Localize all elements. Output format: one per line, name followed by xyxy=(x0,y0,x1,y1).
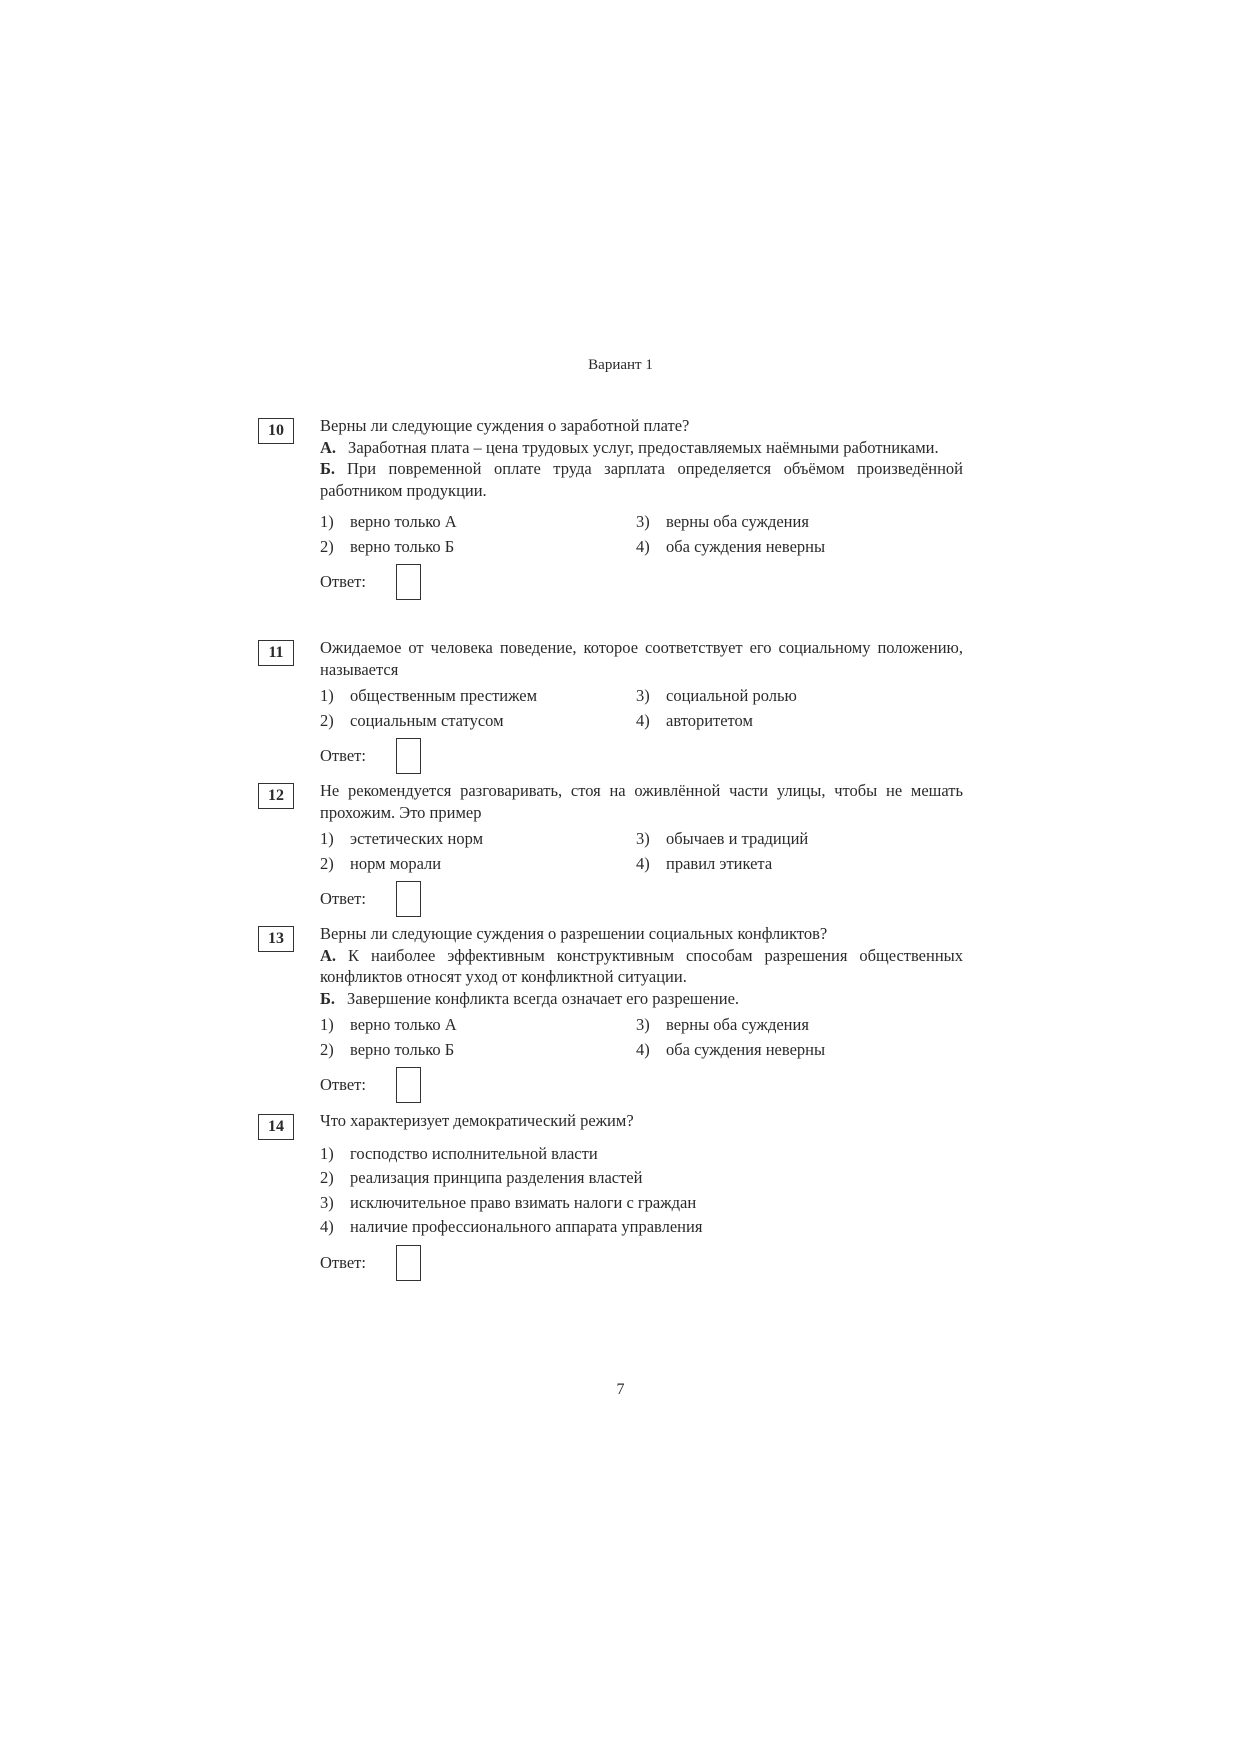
question-text: Что характеризует демократический режим? xyxy=(320,1111,634,1130)
options-list xyxy=(320,1014,963,1060)
option-number: 3) xyxy=(320,1192,334,1212)
option-text: исключительное право взимать налоги с граждан xyxy=(350,1192,697,1212)
option-number: 2) xyxy=(320,710,334,730)
option-1 xyxy=(320,511,636,533)
claim-label: Б. xyxy=(320,988,336,1008)
option-text: верны оба суждения xyxy=(666,1015,809,1034)
answer-box[interactable] xyxy=(396,1067,421,1103)
question-text: Ожидаемое от человека поведение, которое соответствует его социальному положению, называется xyxy=(320,638,963,679)
option-text: социальным статусом xyxy=(350,710,504,730)
option-text: господство исполнительной власти xyxy=(350,1143,598,1163)
page-header: Вариант 1 xyxy=(588,357,653,373)
option-number: 2) xyxy=(320,853,334,873)
answer-row xyxy=(320,1245,963,1281)
options-list xyxy=(320,685,963,731)
option-text: верны оба суждения xyxy=(666,512,809,531)
options-list xyxy=(320,828,963,874)
task-number: 12 xyxy=(258,783,294,809)
option-number: 3) xyxy=(636,1015,650,1034)
claim-label: А. xyxy=(320,945,337,965)
answer-row xyxy=(320,738,963,774)
option-number: 1) xyxy=(320,1015,334,1034)
option-text: общественным престижем xyxy=(350,686,538,705)
option-number: 4) xyxy=(636,853,650,873)
option-text: верно только Б xyxy=(350,1039,455,1059)
option-3 xyxy=(636,511,952,533)
option-number: 1) xyxy=(320,1143,334,1163)
task-number: 13 xyxy=(258,926,294,952)
option-number: 2) xyxy=(320,1039,334,1059)
option-1 xyxy=(320,828,636,850)
option-number: 4) xyxy=(636,1039,650,1059)
option-text: верно только Б xyxy=(350,536,455,556)
claim-label: Б. xyxy=(320,459,336,478)
option-4 xyxy=(320,1216,960,1238)
claim-text: При повременной оплате труда зарплата определяется объёмом произведённой работником продукции. xyxy=(320,459,963,500)
option-number: 3) xyxy=(636,686,650,705)
task-number: 11 xyxy=(258,640,294,666)
options-list xyxy=(320,511,963,557)
answer-box[interactable] xyxy=(396,881,421,917)
answer-label: Ответ: xyxy=(320,572,366,592)
option-text: оба суждения неверны xyxy=(666,536,826,556)
option-number: 1) xyxy=(320,829,334,848)
option-text: оба суждения неверны xyxy=(666,1039,826,1059)
option-text: верно только А xyxy=(350,1015,457,1034)
answer-box[interactable] xyxy=(396,738,421,774)
option-2 xyxy=(320,1167,960,1189)
question-text: Верны ли следующие суждения о заработной плате? xyxy=(320,416,690,435)
option-text: социальной ролью xyxy=(666,686,797,705)
options-list xyxy=(320,1143,963,1238)
option-4 xyxy=(636,710,952,732)
option-number: 2) xyxy=(320,536,334,556)
option-text: правил этикета xyxy=(666,853,773,873)
answer-row xyxy=(320,1067,963,1103)
option-2 xyxy=(320,853,636,875)
answer-box[interactable] xyxy=(396,564,421,600)
answer-label: Ответ: xyxy=(320,889,366,909)
option-number: 2) xyxy=(320,1168,334,1187)
option-3 xyxy=(636,685,952,707)
option-3 xyxy=(320,1192,960,1214)
question-text: Не рекомендуется разговаривать, стоя на оживлённой части улицы, чтобы не мешать прохожим. Это пример xyxy=(320,781,963,822)
claim-label: А. xyxy=(320,437,337,457)
option-number: 3) xyxy=(636,512,650,531)
claim-b xyxy=(320,458,963,501)
claim-text: Завершение конфликта всегда означает его разрешение. xyxy=(347,988,740,1008)
option-3 xyxy=(636,828,952,850)
option-text: норм морали xyxy=(350,853,442,873)
answer-label: Ответ: xyxy=(320,746,366,766)
claim-text: К наиболее эффективным конструктивным способам разрешения общественных конфликтов относят уход от конфликтной ситуации. xyxy=(320,945,963,986)
option-1 xyxy=(320,1143,960,1165)
option-1 xyxy=(320,685,636,707)
claim-a xyxy=(320,945,963,988)
answer-row xyxy=(320,564,963,600)
option-number: 4) xyxy=(636,536,650,556)
option-text: авторитетом xyxy=(666,710,753,730)
answer-label: Ответ: xyxy=(320,1075,366,1095)
page-number: 7 xyxy=(616,1381,625,1398)
option-2 xyxy=(320,536,636,558)
option-number: 1) xyxy=(320,686,334,705)
option-text: обычаев и традиций xyxy=(666,829,809,848)
option-text: эстетических норм xyxy=(350,829,484,848)
option-number: 4) xyxy=(636,710,650,730)
option-4 xyxy=(636,1039,952,1061)
option-4 xyxy=(636,853,952,875)
option-number: 1) xyxy=(320,512,334,531)
option-text: верно только А xyxy=(350,512,457,531)
question-text: Верны ли следующие суждения о разрешении социальных конфликтов? xyxy=(320,924,828,943)
answer-row xyxy=(320,881,963,917)
claim-a xyxy=(320,437,963,459)
option-2 xyxy=(320,710,636,732)
answer-box[interactable] xyxy=(396,1245,421,1281)
option-3 xyxy=(636,1014,952,1036)
option-2 xyxy=(320,1039,636,1061)
task-number: 14 xyxy=(258,1114,294,1140)
option-text: реализация принципа разделения властей xyxy=(350,1168,643,1187)
answer-label: Ответ: xyxy=(320,1252,366,1272)
claim-text: Заработная плата – цена трудовых услуг, предоставляемых наёмными работниками. xyxy=(348,437,939,457)
option-1 xyxy=(320,1014,636,1036)
option-text: наличие профессионального аппарата управления xyxy=(350,1217,703,1236)
claim-b xyxy=(320,988,963,1010)
option-number: 3) xyxy=(636,829,650,848)
option-number: 4) xyxy=(320,1217,334,1236)
option-4 xyxy=(636,536,952,558)
task-number: 10 xyxy=(258,418,294,444)
